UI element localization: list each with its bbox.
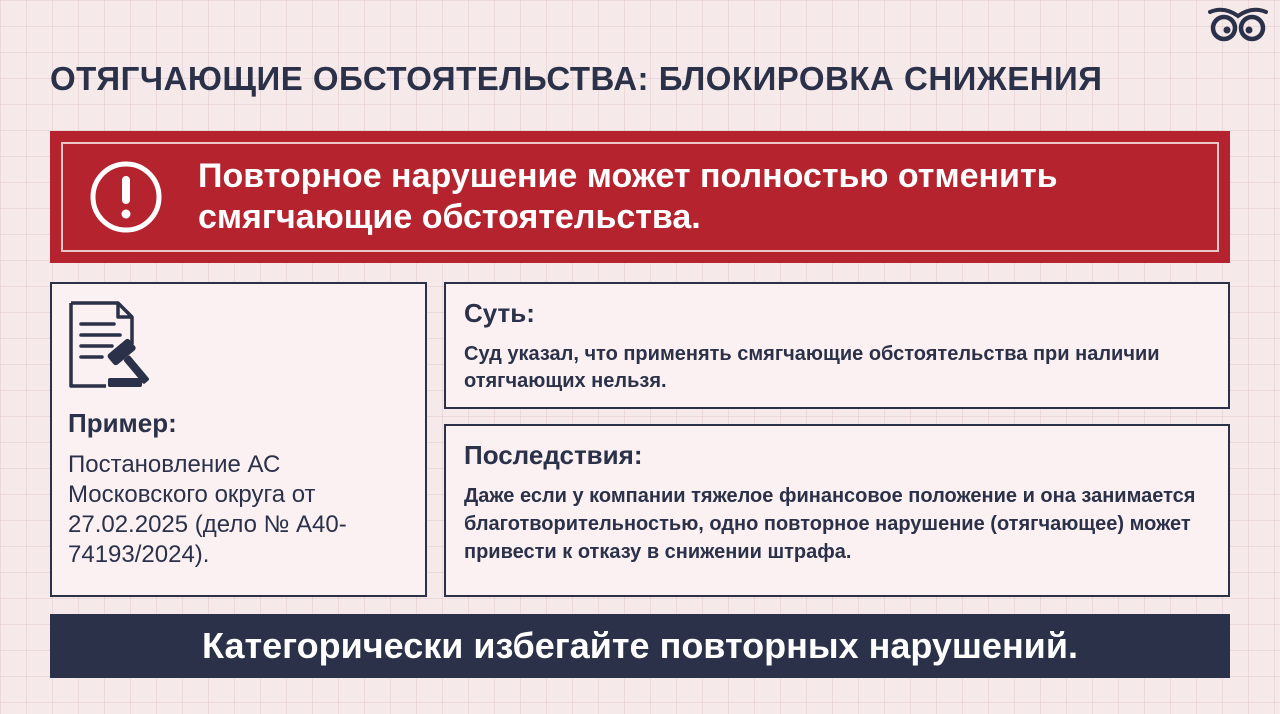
consequences-text: Даже если у компании тяжелое финансовое положение и она занимается благотворительностью, одно повторное нарушение (отягчающее) может привести к отказу в снижении штрафа. [464,485,1196,563]
exclamation-circle-icon [88,159,164,235]
warning-banner [50,131,1230,263]
consequences-title: Последствия: [464,440,643,470]
warning-text: Повторное нарушение может полностью отменить смягчающие обстоятельства. [198,157,1058,236]
example-text: Постановление АС Московского округа от 27.02.2025 (дело № А40-74193/2024). [68,451,347,568]
essence-title: Суть: [464,298,535,328]
owl-eyes-icon [1206,6,1270,46]
example-card [50,282,427,597]
document-gavel-icon [68,300,162,392]
example-title: Пример: [68,408,177,438]
footer-banner: Категорически избегайте повторных нарушений. [50,614,1230,678]
page-title: ОТЯГЧАЮЩИЕ ОБСТОЯТЕЛЬСТВА: БЛОКИРОВКА СНИЖЕНИЯ [50,60,1103,97]
essence-card [444,282,1230,409]
consequences-card [444,424,1230,597]
essence-text: Суд указал, что применять смягчающие обстоятельства при наличии отягчающих нельзя. [464,343,1160,392]
